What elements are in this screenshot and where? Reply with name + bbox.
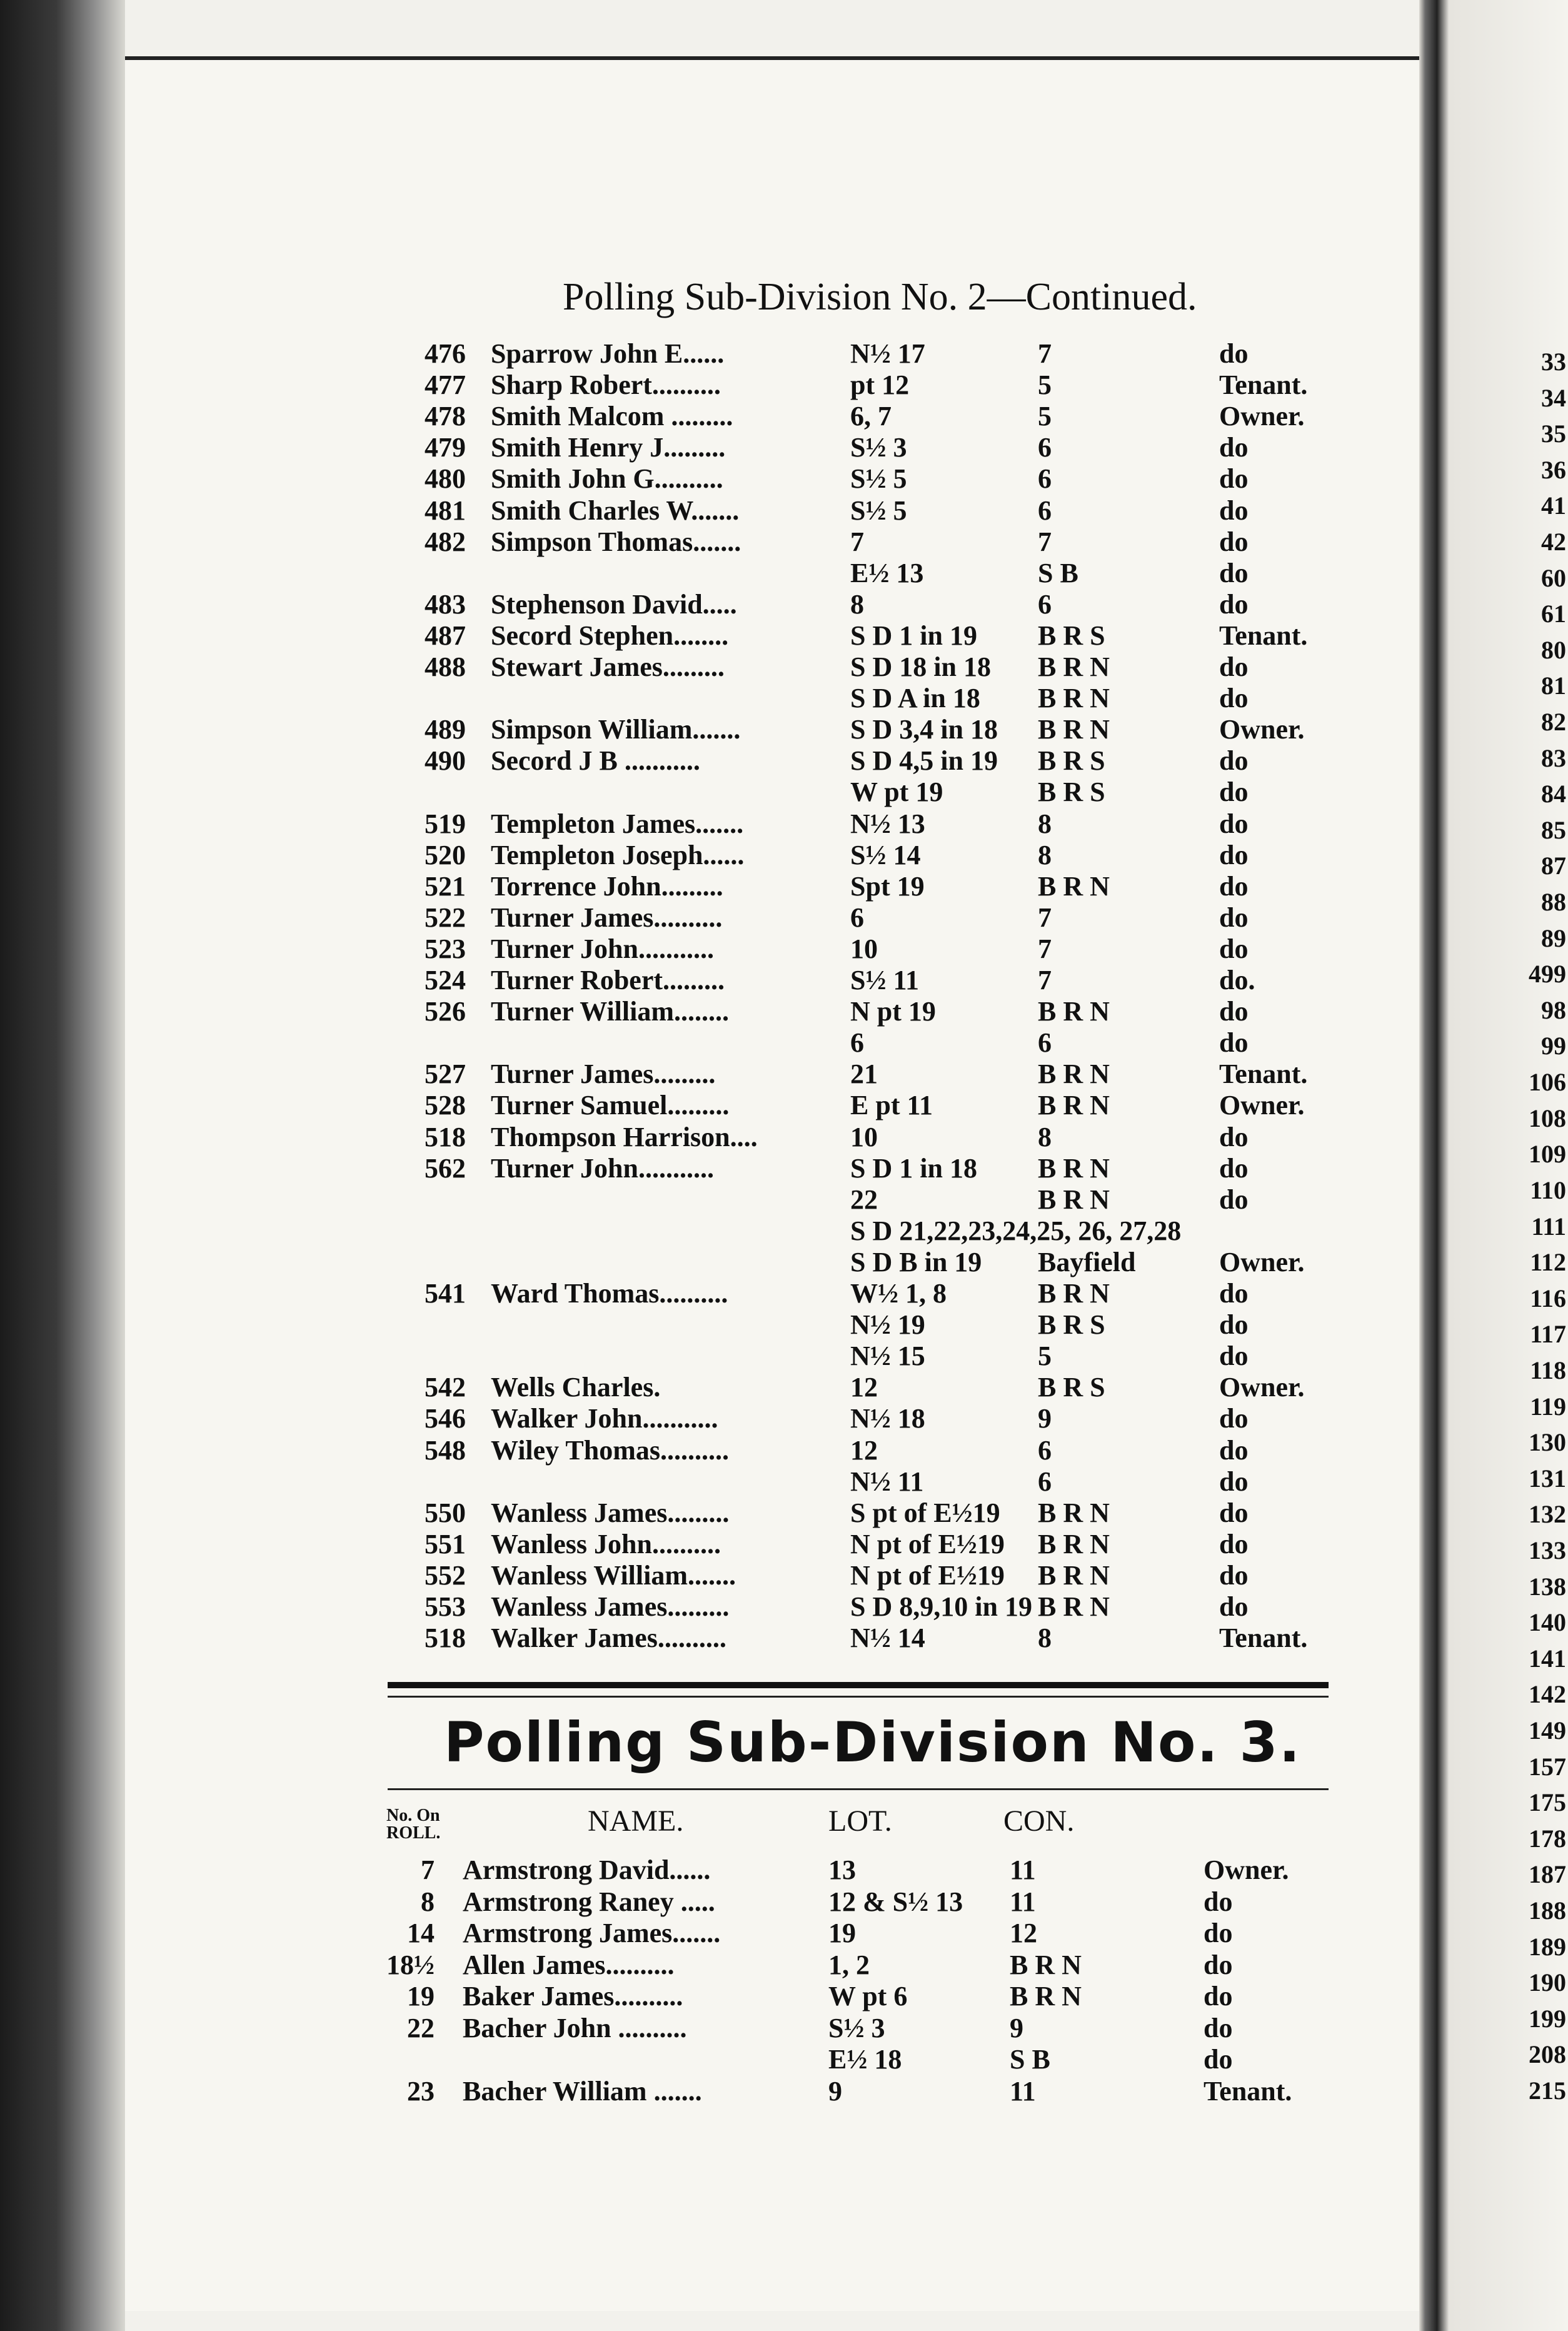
edge-roll-number: 42	[1541, 528, 1566, 556]
roll-number: 488	[425, 652, 466, 682]
lot: S½ 11	[850, 965, 920, 995]
column-con-header: CON.	[1003, 1805, 1075, 1838]
concession: 7	[1038, 933, 1052, 964]
edge-roll-number: 85	[1541, 815, 1566, 844]
status: Owner.	[1219, 401, 1305, 432]
status: do	[1219, 745, 1249, 777]
roll-number: 552	[425, 1559, 466, 1591]
section-3-rule	[388, 1788, 1329, 1790]
lot: S D 1 in 19	[850, 620, 977, 651]
page-header: Polling Sub-Division No. 2—Continued.	[563, 276, 1197, 318]
roll-number: 22	[407, 2012, 435, 2043]
status: do	[1219, 870, 1249, 902]
status: Tenant.	[1219, 370, 1308, 401]
concession: 9	[1038, 1403, 1052, 1434]
voter-name: Turner James..........	[491, 902, 723, 933]
edge-roll-number: 132	[1529, 1500, 1566, 1529]
roll-number: 490	[425, 745, 466, 777]
edge-roll-number: 142	[1529, 1680, 1566, 1709]
roll-number: 477	[425, 370, 466, 401]
roll-number: 562	[425, 1152, 466, 1184]
edge-roll-number: 130	[1529, 1428, 1566, 1457]
lot: W pt 19	[850, 777, 943, 808]
voter-name: Smith Charles W.......	[491, 495, 740, 526]
concession: 6	[1038, 588, 1052, 620]
concession: B R N	[1038, 652, 1110, 682]
concession: B R N	[1038, 1152, 1110, 1184]
concession: 5	[1038, 401, 1052, 432]
book-spine-left	[0, 0, 125, 2331]
voter-name: Wiley Thomas..........	[491, 1434, 729, 1466]
status: do	[1204, 1949, 1233, 1980]
lot: S½ 3	[850, 432, 907, 463]
concession: 11	[1010, 1855, 1036, 1885]
roll-number: 541	[425, 1278, 466, 1309]
voter-name: Bacher John ..........	[463, 2012, 687, 2043]
lot: S D 4,5 in 19	[850, 745, 998, 777]
lot: N½ 18	[850, 1403, 925, 1434]
status: Owner.	[1219, 1090, 1305, 1121]
lot: S D 3,4 in 18	[850, 714, 998, 745]
concession: B R N	[1038, 714, 1110, 745]
edge-roll-number: 190	[1529, 1968, 1566, 1997]
voter-name: Armstrong James.......	[463, 1918, 721, 1948]
lot: 21	[850, 1059, 878, 1090]
voter-name: Baker James..........	[463, 1981, 683, 2011]
status: do	[1219, 1341, 1249, 1372]
lot: 6, 7	[850, 401, 892, 432]
status: do	[1219, 557, 1249, 588]
roll-number: 23	[407, 2075, 435, 2107]
lot: 6	[850, 902, 864, 933]
lot: N pt 19	[850, 996, 936, 1027]
voter-name: Bacher William .......	[463, 2075, 702, 2107]
status: do	[1219, 996, 1249, 1027]
concession: 6	[1038, 495, 1052, 526]
concession: 8	[1038, 1623, 1052, 1654]
lot: N½ 14	[850, 1623, 925, 1654]
roll-number: 478	[425, 401, 466, 432]
voter-name: Templeton Joseph......	[491, 839, 745, 870]
status: do	[1219, 1403, 1249, 1434]
column-roll-header	[386, 1807, 440, 1842]
edge-roll-number: 87	[1541, 852, 1566, 880]
concession: 8	[1038, 839, 1052, 870]
column-lot-header: LOT.	[828, 1805, 892, 1838]
status: do	[1219, 1278, 1249, 1309]
lot: 10	[850, 1121, 878, 1152]
status: do	[1219, 933, 1249, 964]
roll-number: 18½	[386, 1949, 435, 1980]
status: do	[1219, 338, 1249, 369]
lot: E pt 11	[850, 1090, 933, 1121]
voter-name: Sharp Robert..........	[491, 370, 721, 401]
edge-roll-number: 99	[1541, 1032, 1566, 1060]
voter-name: Wanless James.........	[491, 1591, 730, 1622]
status: Tenant.	[1204, 2075, 1292, 2107]
roll-number: 481	[425, 495, 466, 526]
lot: 10	[850, 933, 878, 964]
edge-roll-number: 141	[1529, 1644, 1566, 1673]
lot: W pt 6	[828, 1981, 908, 2011]
roll-number: 7	[421, 1855, 435, 1885]
status: do	[1219, 432, 1249, 463]
voter-name: Wanless William.......	[491, 1559, 736, 1591]
concession: B R N	[1038, 683, 1110, 714]
status: do	[1219, 1591, 1249, 1622]
concession: B R N	[1010, 1949, 1082, 1980]
column-roll-line1: No. On	[386, 1806, 440, 1825]
edge-roll-number: 80	[1541, 635, 1566, 664]
voter-name: Wanless John..........	[491, 1528, 721, 1559]
voter-name: Allen James..........	[463, 1949, 675, 1980]
edge-roll-number: 61	[1541, 600, 1566, 628]
status: Owner.	[1219, 1372, 1305, 1403]
lot: S½ 5	[850, 495, 907, 526]
roll-number: 519	[425, 808, 466, 839]
lot: 7	[850, 526, 864, 557]
voter-name: Thompson Harrison....	[491, 1121, 758, 1152]
status: do	[1219, 1559, 1249, 1591]
concession: B R N	[1038, 1591, 1110, 1622]
status: Tenant.	[1219, 1623, 1308, 1654]
status: do	[1219, 1497, 1249, 1528]
voter-name: Turner William........	[491, 996, 730, 1027]
edge-roll-number: 35	[1541, 420, 1566, 448]
roll-number: 518	[425, 1623, 466, 1654]
status: do	[1204, 1981, 1233, 2011]
concession: 7	[1038, 526, 1052, 557]
concession: B R N	[1038, 1278, 1110, 1309]
roll-number: 523	[425, 933, 466, 964]
roll-number: 483	[425, 588, 466, 620]
concession: Bayfield	[1038, 1246, 1136, 1277]
concession: B R N	[1038, 870, 1110, 902]
roll-number: 528	[425, 1090, 466, 1121]
section-divider-thin	[388, 1696, 1329, 1698]
concession: B R N	[1038, 1497, 1110, 1528]
status: do	[1219, 652, 1249, 682]
status: do	[1204, 1886, 1233, 1917]
roll-number: 518	[425, 1121, 466, 1152]
status: do	[1219, 463, 1249, 495]
status: do	[1219, 1152, 1249, 1184]
concession: 6	[1038, 1466, 1052, 1497]
edge-roll-number: 131	[1529, 1464, 1566, 1493]
roll-number: 482	[425, 526, 466, 557]
roll-number: 527	[425, 1059, 466, 1090]
voter-name: Turner John...........	[491, 1152, 714, 1184]
concession: 7	[1038, 338, 1052, 369]
roll-number: 550	[425, 1497, 466, 1528]
edge-roll-number: 189	[1529, 1932, 1566, 1961]
edge-roll-number: 138	[1529, 1572, 1566, 1601]
lot: S D 1 in 18	[850, 1152, 977, 1184]
lot: N pt of E½19	[850, 1528, 1005, 1559]
voter-name: Smith John G..........	[491, 463, 723, 495]
edge-roll-number: 117	[1530, 1320, 1566, 1349]
lot: 9	[828, 2075, 842, 2107]
edge-roll-number: 116	[1530, 1284, 1566, 1312]
concession: B R S	[1038, 745, 1105, 777]
concession: B R N	[1038, 1184, 1110, 1215]
status: do	[1204, 2044, 1233, 2075]
edge-roll-number: 34	[1541, 383, 1566, 412]
edge-roll-number: 88	[1541, 888, 1566, 917]
voter-name: Walker James..........	[491, 1623, 726, 1654]
edge-roll-number: 119	[1530, 1392, 1566, 1421]
status: do	[1219, 526, 1249, 557]
concession: 6	[1038, 1027, 1052, 1059]
concession: 7	[1038, 902, 1052, 933]
voter-name: Turner Samuel.........	[491, 1090, 730, 1121]
status: do	[1219, 495, 1249, 526]
lot: 1, 2	[828, 1949, 870, 1980]
concession: 8	[1038, 1121, 1052, 1152]
lot: W½ 1, 8	[850, 1278, 947, 1309]
voter-name: Simpson Thomas.......	[491, 526, 741, 557]
concession: B R S	[1038, 777, 1105, 808]
voter-name: Smith Malcom .........	[491, 401, 733, 432]
roll-number: 522	[425, 902, 466, 933]
roll-number: 520	[425, 839, 466, 870]
edge-roll-number: 111	[1531, 1212, 1566, 1241]
edge-roll-number: 133	[1529, 1536, 1566, 1564]
concession: B R S	[1038, 1372, 1105, 1403]
voter-name: Torrence John.........	[491, 870, 723, 902]
lot: 8	[850, 588, 864, 620]
column-roll-line2: ROLL.	[386, 1823, 441, 1843]
edge-roll-number: 81	[1541, 672, 1566, 700]
edge-roll-number: 187	[1529, 1860, 1566, 1889]
roll-number: 524	[425, 965, 466, 995]
voter-name: Armstrong Raney .....	[463, 1886, 715, 1917]
status: do	[1219, 683, 1249, 714]
status: Owner.	[1219, 1246, 1305, 1277]
concession: 11	[1010, 1886, 1036, 1917]
concession: B R N	[1038, 996, 1110, 1027]
edge-roll-number: 41	[1541, 491, 1566, 520]
voter-name: Turner Robert.........	[491, 965, 725, 995]
status: do	[1219, 777, 1249, 808]
lot: N½ 19	[850, 1309, 925, 1341]
lot: N½ 17	[850, 338, 925, 369]
status: do	[1219, 1027, 1249, 1059]
lot: S½ 14	[850, 839, 921, 870]
section-3-title: Polling Sub-Division No. 3.	[444, 1710, 1302, 1775]
lot: S½ 3	[828, 2012, 885, 2043]
edge-roll-number: 157	[1529, 1752, 1566, 1781]
roll-number: 14	[407, 1918, 435, 1948]
voter-name: Wells Charles.	[491, 1372, 661, 1403]
concession: S B	[1010, 2044, 1050, 2075]
lot: 13	[828, 1855, 856, 1885]
edge-roll-number: 89	[1541, 924, 1566, 952]
concession: 5	[1038, 370, 1052, 401]
concession: 5	[1038, 1341, 1052, 1372]
voter-name: Armstrong David......	[463, 1855, 711, 1885]
lot: E½ 18	[828, 2044, 902, 2075]
edge-roll-number: 84	[1541, 780, 1566, 808]
status: Owner.	[1204, 1855, 1289, 1885]
voter-name: Templeton James.......	[491, 808, 744, 839]
lot: pt 12	[850, 370, 910, 401]
status: do	[1219, 1528, 1249, 1559]
status: do	[1219, 902, 1249, 933]
roll-number: 489	[425, 714, 466, 745]
voter-name: Sparrow John E......	[491, 338, 725, 369]
voter-name: Simpson William.......	[491, 714, 741, 745]
concession: B R S	[1038, 1309, 1105, 1341]
concession: S B	[1038, 557, 1078, 588]
status: do	[1204, 2012, 1233, 2043]
status: do	[1219, 1434, 1249, 1466]
concession: B R N	[1038, 1559, 1110, 1591]
roll-number: 542	[425, 1372, 466, 1403]
concession: 12	[1010, 1918, 1037, 1948]
concession: 7	[1038, 965, 1052, 995]
voter-name: Stephenson David.....	[491, 588, 737, 620]
edge-roll-number: 140	[1529, 1608, 1566, 1637]
edge-roll-number: 106	[1529, 1068, 1566, 1097]
voter-name: Turner James.........	[491, 1059, 716, 1090]
concession: B R N	[1010, 1981, 1082, 2011]
lot: 19	[828, 1918, 856, 1948]
voter-name: Wanless James.........	[491, 1497, 730, 1528]
section-divider	[388, 1682, 1329, 1688]
edge-roll-number: 215	[1529, 2077, 1566, 2105]
column-name-header: NAME.	[588, 1805, 684, 1838]
edge-roll-number: 82	[1541, 708, 1566, 737]
concession: 11	[1010, 2075, 1036, 2107]
roll-number: 546	[425, 1403, 466, 1434]
roll-number: 8	[421, 1886, 435, 1917]
concession: 6	[1038, 463, 1052, 495]
edge-roll-number: 188	[1529, 1896, 1566, 1925]
status: Tenant.	[1219, 620, 1308, 651]
voter-name: Walker John...........	[491, 1403, 718, 1434]
lot: S D 18 in 18	[850, 652, 991, 682]
lot: S½ 5	[850, 463, 907, 495]
lot: S D A in 18	[850, 683, 980, 714]
status: do.	[1219, 965, 1255, 995]
edge-roll-number: 149	[1529, 1716, 1566, 1744]
voter-name: Secord J B ...........	[491, 745, 700, 777]
edge-roll-number: 83	[1541, 743, 1566, 772]
lot: 12	[850, 1434, 878, 1466]
voter-name: Turner John...........	[491, 933, 714, 964]
lot: Spt 19	[850, 870, 925, 902]
concession: 8	[1038, 808, 1052, 839]
concession: B R N	[1038, 1059, 1110, 1090]
lot: 6	[850, 1027, 864, 1059]
status: do	[1219, 808, 1249, 839]
roll-number: 521	[425, 870, 466, 902]
roll-number: 480	[425, 463, 466, 495]
lot: N½ 15	[850, 1341, 925, 1372]
roll-number: 19	[407, 1981, 435, 2011]
roll-number: 476	[425, 338, 466, 369]
edge-roll-number: 112	[1530, 1248, 1566, 1277]
edge-roll-number: 199	[1529, 2004, 1566, 2033]
roll-number: 479	[425, 432, 466, 463]
edge-roll-number: 118	[1530, 1356, 1566, 1384]
concession: 9	[1010, 2012, 1023, 2043]
roll-number: 487	[425, 620, 466, 651]
edge-roll-number: 98	[1541, 995, 1566, 1024]
status: do	[1219, 1121, 1249, 1152]
lot: S D 8,9,10 in 19	[850, 1591, 1032, 1622]
status: do	[1219, 1309, 1249, 1341]
roll-number: 548	[425, 1434, 466, 1466]
lot: S pt of E½19	[850, 1497, 1000, 1528]
lot: N½ 13	[850, 808, 925, 839]
concession: 6	[1038, 432, 1052, 463]
concession: B R N	[1038, 1528, 1110, 1559]
edge-roll-number: 60	[1541, 563, 1566, 592]
roll-number: 526	[425, 996, 466, 1027]
lot: 12	[850, 1372, 878, 1403]
lot: 22	[850, 1184, 878, 1215]
lot: E½ 13	[850, 557, 924, 588]
concession: 6	[1038, 1434, 1052, 1466]
edge-roll-number: 108	[1529, 1104, 1566, 1132]
edge-roll-number: 208	[1529, 2040, 1566, 2069]
lot: N pt of E½19	[850, 1559, 1005, 1591]
voter-name: Stewart James.........	[491, 652, 725, 682]
status: do	[1219, 588, 1249, 620]
status: Tenant.	[1219, 1059, 1308, 1090]
voter-name: Ward Thomas..........	[491, 1278, 728, 1309]
status: do	[1204, 1918, 1233, 1948]
lot: 12 & S½ 13	[828, 1886, 963, 1917]
status: do	[1219, 1466, 1249, 1497]
edge-roll-number: 110	[1530, 1176, 1566, 1204]
voter-name: Smith Henry J.........	[491, 432, 726, 463]
roll-number: 553	[425, 1591, 466, 1622]
edge-roll-number: 36	[1541, 455, 1566, 484]
status: do	[1219, 1184, 1249, 1215]
status: do	[1219, 839, 1249, 870]
concession: B R S	[1038, 620, 1105, 651]
concession: B R N	[1038, 1090, 1110, 1121]
edge-roll-number: 109	[1529, 1140, 1566, 1169]
voter-name: Secord Stephen........	[491, 620, 729, 651]
edge-roll-number: 499	[1529, 960, 1566, 989]
status: Owner.	[1219, 714, 1305, 745]
roll-number: 551	[425, 1528, 466, 1559]
edge-roll-number: 178	[1529, 1824, 1566, 1853]
lot: S D 21,22,23,24,25, 26, 27,28	[850, 1215, 1182, 1246]
edge-roll-number: 33	[1541, 348, 1566, 376]
lot: N½ 11	[850, 1466, 924, 1497]
lot: S D B in 19	[850, 1246, 982, 1277]
edge-roll-number: 175	[1529, 1788, 1566, 1817]
